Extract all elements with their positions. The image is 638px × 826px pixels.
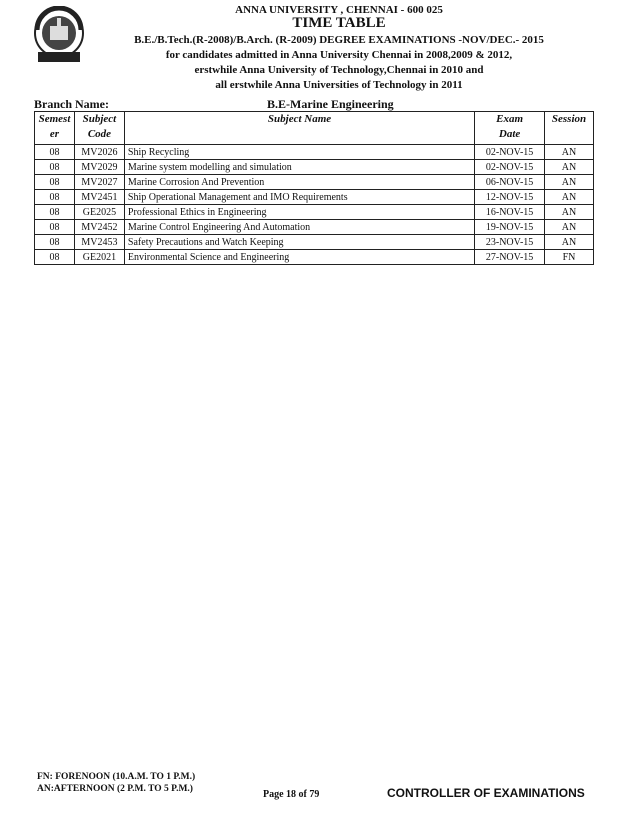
cell-subject-code: MV2026 (74, 145, 124, 160)
cell-subject-code: GE2021 (74, 250, 124, 265)
cell-subject-code: MV2453 (74, 235, 124, 250)
cell-subject-name: Safety Precautions and Watch Keeping (124, 235, 474, 250)
eligibility-line-3: all erstwhile Anna Universities of Technology in 2011 (215, 79, 463, 91)
page-number: Page 18 of 79 (263, 789, 320, 800)
cell-exam-date: 02-NOV-15 (475, 160, 545, 175)
document-title: TIME TABLE (292, 15, 386, 31)
exam-title: B.E./B.Tech.(R-2008)/B.Arch. (R-2009) DEGREE EXAMINATIONS -NOV/DEC.- 2015 (134, 34, 544, 46)
table-row (35, 205, 594, 220)
col-header-subject-code: Subject Code (74, 112, 124, 145)
cell-subject-code: MV2451 (74, 190, 124, 205)
cell-subject-name: Ship Recycling (124, 145, 474, 160)
cell-session: AN (545, 205, 594, 220)
cell-subject-code: MV2027 (74, 175, 124, 190)
eligibility-line-2: erstwhile Anna University of Technology,Chennai in 2010 and (194, 64, 484, 76)
session-legend (37, 771, 195, 795)
university-name: ANNA UNIVERSITY , CHENNAI - 600 025 (235, 4, 443, 16)
table-row (35, 250, 594, 265)
col-header-subject-name: Subject Name (124, 112, 474, 145)
cell-exam-date: 02-NOV-15 (475, 145, 545, 160)
cell-semester: 08 (35, 220, 75, 235)
cell-semester: 08 (35, 235, 75, 250)
branch-value: B.E-Marine Engineering (267, 97, 394, 111)
cell-session: AN (545, 190, 594, 205)
timetable (34, 111, 594, 265)
cell-session: AN (545, 175, 594, 190)
table-header-row (35, 112, 594, 145)
cell-session: AN (545, 220, 594, 235)
cell-subject-name: Environmental Science and Engineering (124, 250, 474, 265)
cell-subject-code: GE2025 (74, 205, 124, 220)
cell-exam-date: 16-NOV-15 (475, 205, 545, 220)
cell-subject-name: Professional Ethics in Engineering (124, 205, 474, 220)
cell-session: AN (545, 235, 594, 250)
cell-semester: 08 (35, 205, 75, 220)
cell-exam-date: 06-NOV-15 (475, 175, 545, 190)
table-row (35, 220, 594, 235)
cell-semester: 08 (35, 250, 75, 265)
cell-semester: 08 (35, 175, 75, 190)
table-row (35, 145, 594, 160)
col-header-session: Session (545, 112, 594, 145)
controller-signature: CONTROLLER OF EXAMINATIONS (387, 786, 585, 800)
cell-semester: 08 (35, 145, 75, 160)
cell-semester: 08 (35, 160, 75, 175)
branch-label: Branch Name: (34, 97, 109, 111)
cell-exam-date: 23-NOV-15 (475, 235, 545, 250)
branch-row (34, 97, 594, 111)
col-header-semester: Semest er (35, 112, 75, 145)
cell-subject-code: MV2452 (74, 220, 124, 235)
cell-subject-name: Marine system modelling and simulation (124, 160, 474, 175)
cell-subject-name: Marine Control Engineering And Automation (124, 220, 474, 235)
cell-subject-code: MV2029 (74, 160, 124, 175)
table-row (35, 235, 594, 250)
cell-exam-date: 27-NOV-15 (475, 250, 545, 265)
cell-session: FN (545, 250, 594, 265)
eligibility-line-1: for candidates admitted in Anna University Chennai in 2008,2009 & 2012, (165, 49, 513, 61)
cell-subject-name: Marine Corrosion And Prevention (124, 175, 474, 190)
cell-session: AN (545, 160, 594, 175)
fn-legend: FN: FORENOON (10.A.M. TO 1 P.M.) (37, 772, 196, 782)
table-row (35, 160, 594, 175)
cell-session: AN (545, 145, 594, 160)
cell-subject-name: Ship Operational Management and IMO Requirements (124, 190, 474, 205)
col-header-exam-date: Exam Date (475, 112, 545, 145)
cell-semester: 08 (35, 190, 75, 205)
cell-exam-date: 19-NOV-15 (475, 220, 545, 235)
cell-exam-date: 12-NOV-15 (475, 190, 545, 205)
table-row (35, 190, 594, 205)
an-legend: AN:AFTERNOON (2 P.M. TO 5 P.M.) (37, 784, 193, 794)
table-row (35, 175, 594, 190)
